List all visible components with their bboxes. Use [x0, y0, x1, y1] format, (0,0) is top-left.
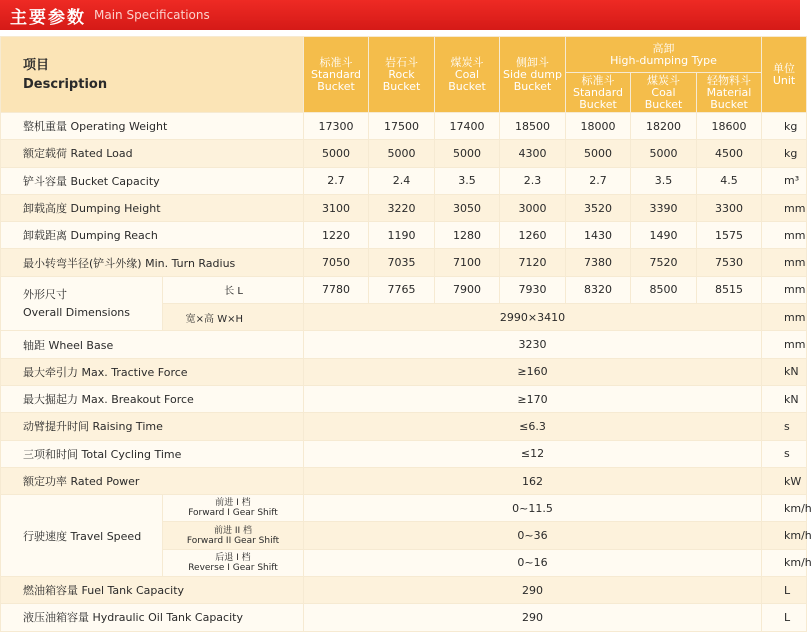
- col-2-zh: 岩石斗: [385, 55, 418, 69]
- unit-en: Unit: [772, 73, 796, 87]
- cell-value: 3220: [369, 194, 435, 221]
- cell-unit: kg: [762, 113, 807, 140]
- gear-3-zh: 后退 I 档: [215, 552, 251, 563]
- gear-2-zh: 前进 II 档: [213, 525, 253, 536]
- col-3-zh: 煤炭斗: [450, 55, 484, 69]
- col-1-en1: Standard: [310, 67, 362, 81]
- row-label-travel-speed: 行驶速度 Travel Speed: [1, 495, 163, 577]
- sub-label-length: 长 L: [163, 276, 304, 303]
- cell-unit: kN: [762, 358, 807, 385]
- col-2-en2: Bucket: [382, 79, 421, 93]
- header-unit: [762, 37, 807, 113]
- cell-unit: mm: [762, 194, 807, 221]
- header-col-2: [369, 37, 435, 113]
- cell-value: 3000: [500, 194, 566, 221]
- header-col-3: [435, 37, 500, 113]
- table-row: [1, 331, 807, 358]
- overall-dim-zh: 外形尺寸: [23, 287, 67, 301]
- cell-value: 3300: [697, 194, 762, 221]
- cell-value: 2.7: [566, 167, 631, 194]
- col-5-zh: 标准斗: [581, 73, 615, 87]
- cell-value-merged: 2990×3410: [304, 304, 762, 331]
- cell-unit: m³: [762, 167, 807, 194]
- cell-value: 17500: [369, 113, 435, 140]
- cell-value: 4500: [697, 140, 762, 167]
- cell-unit: mm: [762, 249, 807, 276]
- cell-value: 3100: [304, 194, 369, 221]
- unit-zh: 单位: [773, 61, 796, 75]
- header-col-5: [566, 73, 631, 113]
- cell-value: 2.3: [500, 167, 566, 194]
- cell-value-merged: ≥170: [304, 385, 762, 412]
- col-6-en1: Coal: [651, 85, 676, 99]
- banner-title-zh: 主要参数: [10, 7, 86, 28]
- cell-value: 5000: [304, 140, 369, 167]
- cell-value-merged: 3230: [304, 331, 762, 358]
- row-label: 燃油箱容量 Fuel Tank Capacity: [1, 577, 304, 604]
- table-body: [1, 113, 812, 632]
- row-label: 最大掘起力 Max. Breakout Force: [1, 385, 304, 412]
- table-row: [1, 604, 807, 631]
- high-group-en: High-dumping Type: [610, 53, 717, 67]
- cell-value: 7380: [566, 249, 631, 276]
- col-3-en1: Coal: [454, 67, 480, 81]
- cell-value-merged: ≥160: [304, 358, 762, 385]
- gear-label-forward-1: [163, 495, 304, 522]
- cell-value: 8500: [631, 276, 697, 303]
- row-label: 动臂提升时间 Raising Time: [1, 413, 304, 440]
- gear-1-en: Forward I Gear Shift: [188, 508, 278, 519]
- cell-value-merged: 162: [304, 467, 762, 494]
- cell-value: 1260: [500, 222, 566, 249]
- row-label: 额定载荷 Rated Load: [1, 140, 304, 167]
- gear-3-en: Reverse I Gear Shift: [188, 562, 278, 573]
- cell-value: 18000: [566, 113, 631, 140]
- table-row: [1, 413, 807, 440]
- cell-value: 3.5: [435, 167, 500, 194]
- row-label: 轴距 Wheel Base: [1, 331, 304, 358]
- cell-value-merged: 0~11.5: [304, 495, 762, 522]
- cell-value: 17300: [304, 113, 369, 140]
- spec-table: [0, 36, 812, 632]
- table-row: [1, 167, 807, 194]
- cell-unit: L: [762, 604, 807, 631]
- cell-value: 7900: [435, 276, 500, 303]
- cell-value-merged: ≤12: [304, 440, 762, 467]
- section-banner: [0, 0, 800, 30]
- table-row: [1, 467, 807, 494]
- high-group-zh: 高卸: [652, 41, 675, 55]
- cell-value: 4300: [500, 140, 566, 167]
- cell-value: 18500: [500, 113, 566, 140]
- gear-1-zh: 前进 I 档: [215, 498, 251, 509]
- header-col-6: [631, 73, 697, 113]
- table-row: [1, 113, 807, 140]
- row-label: 三项和时间 Total Cycling Time: [1, 440, 304, 467]
- row-label: 额定功率 Rated Power: [1, 467, 304, 494]
- cell-value: 5000: [435, 140, 500, 167]
- table-row: [1, 222, 807, 249]
- header-col-4: [500, 37, 566, 113]
- gear-2-en: Forward II Gear Shift: [186, 535, 280, 546]
- cell-unit: km/h: [762, 522, 807, 549]
- cell-value-merged: 290: [304, 577, 762, 604]
- header-col-7: [697, 73, 762, 113]
- cell-value-merged: 290: [304, 604, 762, 631]
- spec-table-wrapper: [0, 36, 812, 632]
- banner-title-en: Main Specifications: [94, 8, 210, 22]
- cell-value: 7050: [304, 249, 369, 276]
- cell-value: 17400: [435, 113, 500, 140]
- cell-value: 18200: [631, 113, 697, 140]
- cell-unit: L: [762, 577, 807, 604]
- cell-value: 7765: [369, 276, 435, 303]
- row-label: 最大牵引力 Max. Tractive Force: [1, 358, 304, 385]
- table-row: [1, 249, 807, 276]
- cell-value-merged: 0~16: [304, 549, 762, 576]
- header-desc-en: Description: [23, 76, 108, 92]
- table-row: [1, 358, 807, 385]
- row-label: 卸载距离 Dumping Reach: [1, 222, 304, 249]
- table-row: [1, 440, 807, 467]
- overall-dim-en: Overall Dimensions: [23, 305, 131, 319]
- row-label: 最小转弯半径(铲斗外缘) Min. Turn Radius: [1, 249, 304, 276]
- col-6-zh: 煤炭斗: [647, 73, 680, 87]
- table-row: [1, 385, 807, 412]
- cell-value: 3520: [566, 194, 631, 221]
- cell-value-merged: ≤6.3: [304, 413, 762, 440]
- col-2-en1: Rock: [388, 67, 415, 81]
- col-5-en1: Standard: [572, 85, 624, 99]
- col-5-en2: Bucket: [579, 97, 617, 111]
- gear-label-forward-2: [163, 522, 304, 549]
- cell-unit: s: [762, 440, 807, 467]
- col-4-en1: Side dump: [503, 67, 562, 81]
- cell-value: 2.7: [304, 167, 369, 194]
- cell-value: 1190: [369, 222, 435, 249]
- cell-unit: km/h: [762, 495, 807, 522]
- col-7-en1: Material: [706, 85, 752, 99]
- cell-unit: km/h: [762, 549, 807, 576]
- table-row: [1, 194, 807, 221]
- header-high-dumping-group: [566, 37, 762, 73]
- cell-unit: kN: [762, 385, 807, 412]
- table-row: [1, 140, 807, 167]
- cell-value: 1430: [566, 222, 631, 249]
- col-3-en2: Bucket: [448, 79, 486, 93]
- col-4-zh: 侧卸斗: [516, 55, 549, 69]
- cell-value: 1280: [435, 222, 500, 249]
- col-7-zh: 轻物料斗: [707, 73, 751, 87]
- cell-unit: mm: [762, 222, 807, 249]
- col-1-en2: Bucket: [317, 79, 355, 93]
- cell-value: 18600: [697, 113, 762, 140]
- cell-unit: mm: [762, 331, 807, 358]
- cell-unit: s: [762, 413, 807, 440]
- cell-value: 2.4: [369, 167, 435, 194]
- cell-value: 8320: [566, 276, 631, 303]
- cell-value: 7520: [631, 249, 697, 276]
- col-4-en2: Bucket: [513, 79, 552, 93]
- cell-value: 5000: [369, 140, 435, 167]
- cell-unit: mm: [762, 276, 807, 303]
- cell-value: 3050: [435, 194, 500, 221]
- row-label: 卸载高度 Dumping Height: [1, 194, 304, 221]
- row-label: 整机重量 Operating Weight: [1, 113, 304, 140]
- table-row: [1, 577, 807, 604]
- cell-value: 3.5: [631, 167, 697, 194]
- cell-value: 5000: [631, 140, 697, 167]
- cell-value: 1220: [304, 222, 369, 249]
- cell-value: 7100: [435, 249, 500, 276]
- cell-value: 7035: [369, 249, 435, 276]
- sub-label-width-height: 宽×高 W×H: [163, 304, 304, 331]
- header-col-1: [304, 37, 369, 113]
- col-1-zh: 标准斗: [319, 55, 353, 69]
- header-description: [1, 37, 304, 113]
- row-label: 液压油箱容量 Hydraulic Oil Tank Capacity: [1, 604, 304, 631]
- cell-value: 7120: [500, 249, 566, 276]
- table-row: [1, 495, 807, 522]
- cell-value: 4.5: [697, 167, 762, 194]
- cell-value: 5000: [566, 140, 631, 167]
- cell-value: 7930: [500, 276, 566, 303]
- cell-value: 3390: [631, 194, 697, 221]
- row-label: 铲斗容量 Bucket Capacity: [1, 167, 304, 194]
- col-6-en2: Bucket: [644, 97, 683, 111]
- cell-value: 7530: [697, 249, 762, 276]
- cell-unit: kg: [762, 140, 807, 167]
- cell-unit: kW: [762, 467, 807, 494]
- cell-value: 7780: [304, 276, 369, 303]
- cell-value: 1575: [697, 222, 762, 249]
- row-label-overall-dimensions: [1, 276, 163, 331]
- table-header: [1, 37, 807, 113]
- cell-unit: mm: [762, 304, 807, 331]
- gear-label-reverse-1: [163, 549, 304, 576]
- cell-value: 8515: [697, 276, 762, 303]
- header-desc-zh: 项目: [23, 57, 50, 73]
- col-7-en2: Bucket: [710, 97, 748, 111]
- cell-value: 1490: [631, 222, 697, 249]
- table-row: [1, 276, 807, 303]
- cell-value-merged: 0~36: [304, 522, 762, 549]
